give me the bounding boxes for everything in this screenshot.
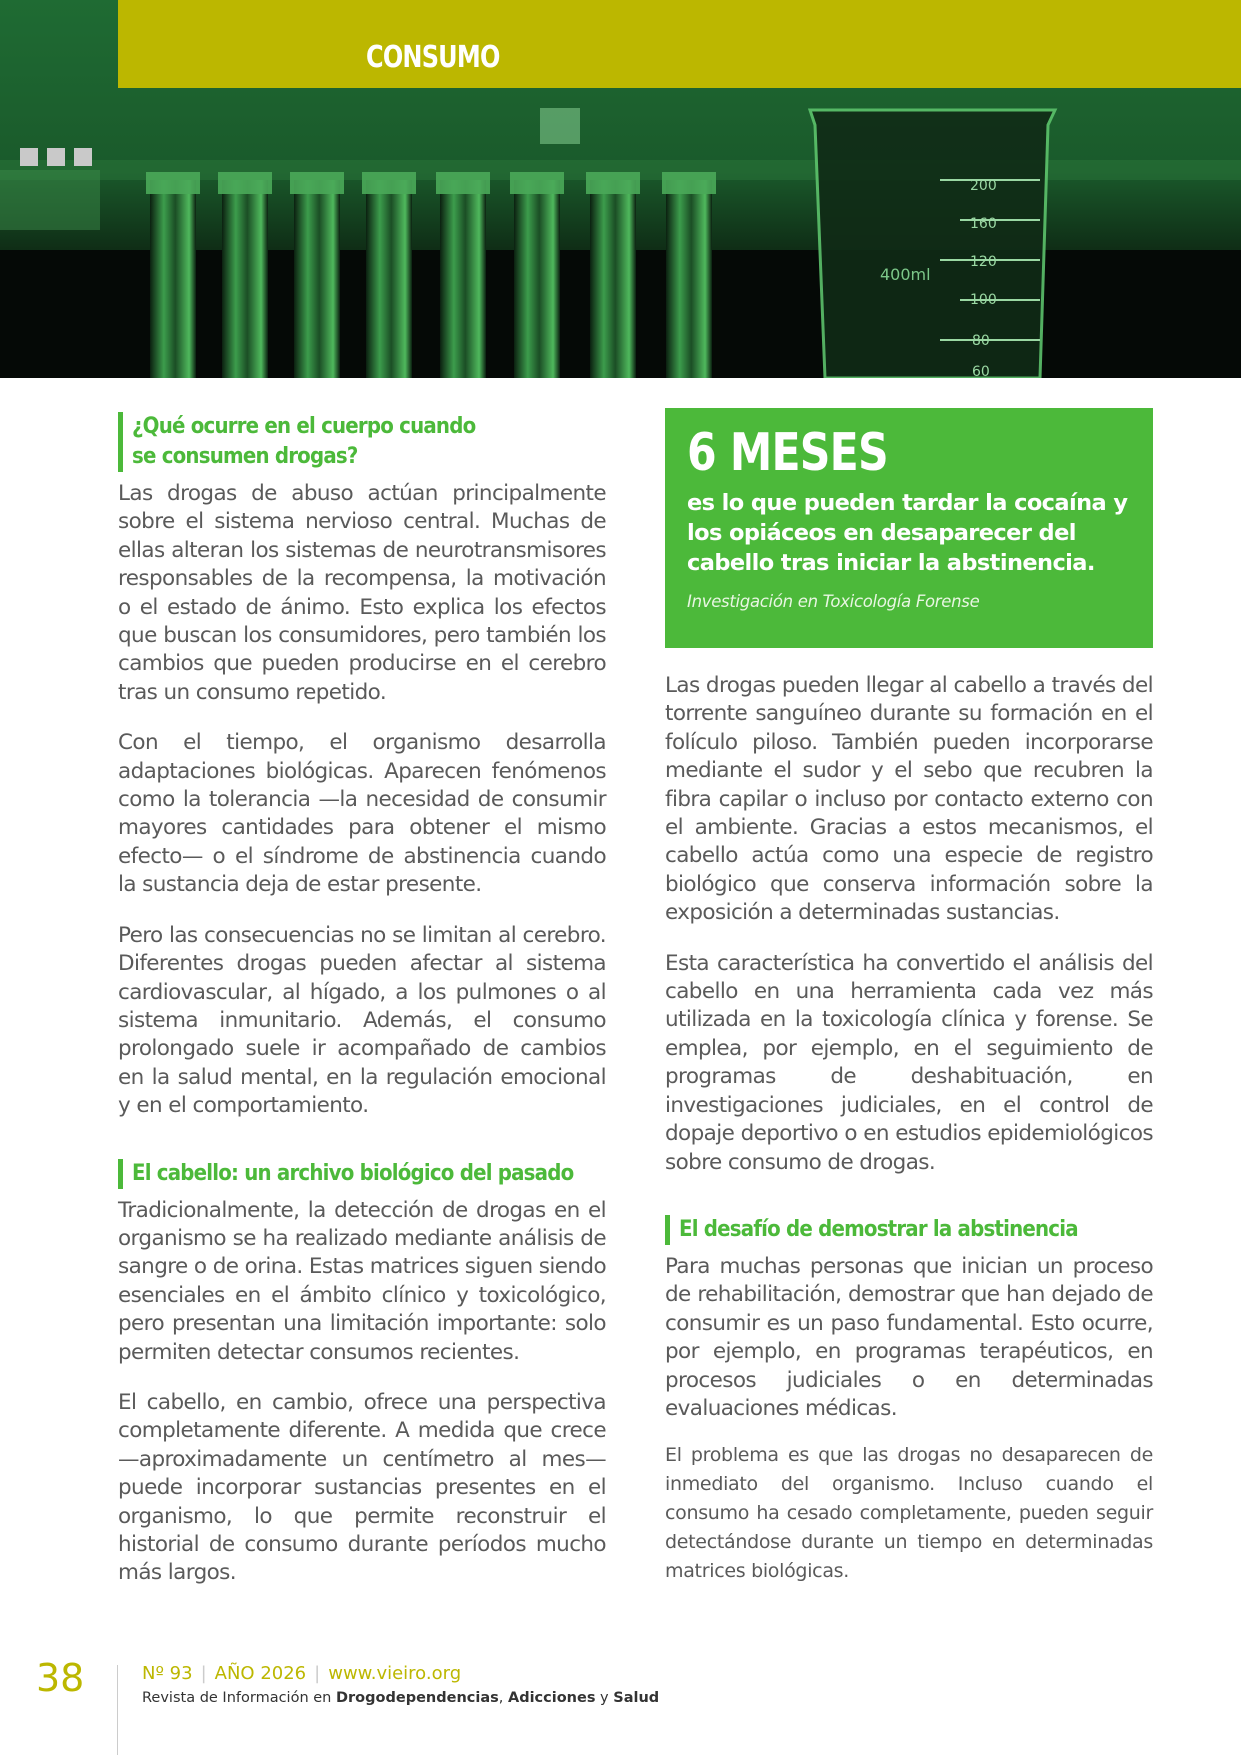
- tagline-text: y: [595, 1690, 614, 1706]
- paragraph: Las drogas de abuso actúan principalmente sobre el sistema nervioso central. Muchas de ellas alteran los sistemas de neurotransmisores responsables de la recompensa, la motivación o el estado de ánimo. Esto explica los efectos que buscan los consumidores, pero también los cambios que pueden producirse en el cerebro tras un consumo repetido.: [118, 481, 606, 705]
- callout-source: Investigación en Toxicología Forense: [687, 592, 980, 611]
- beaker-mark: 120: [970, 254, 997, 270]
- issue-year: AÑO 2026: [214, 1663, 307, 1684]
- stat-callout: [665, 408, 1153, 648]
- section-label: CONSUMO: [366, 40, 500, 75]
- paragraph: Las drogas pueden llegar al cabello a través del torrente sanguíneo durante su formación en el folículo piloso. También pueden incorporarse mediante el sudor y el sebo que recubren la fibra capilar o incluso por contacto externo con el ambiente. Gracias a estos mecanismos, el cabello actúa como una especie de registro biológico que conserva información sobre la exposición a determinadas sustancias.: [665, 673, 1153, 926]
- decorative-squares: [20, 148, 101, 170]
- beaker-mark: 200: [970, 178, 997, 194]
- paragraph: Tradicionalmente, la detección de drogas en el organismo se ha realizado mediante análisis de sangre o de orina. Estas matrices siguen siendo esenciales en el ámbito clínico y toxicológico, pero presentan una limitación importante: solo permiten detectar consumos recientes.: [118, 1197, 606, 1365]
- beaker-volume-label: 400ml: [880, 265, 931, 284]
- tagline-bold: Adicciones: [507, 1690, 596, 1706]
- website-link[interactable]: www.vieiro.org: [328, 1663, 462, 1684]
- paragraph: El cabello, en cambio, ofrece una perspectiva completamente diferente. A medida que crece —aproximadamente un centímetro al mes— puede incorporar sustancias presentes en el organismo, lo que permite reconstruir el historial de consumo durante períodos mucho más largos.: [118, 1389, 606, 1586]
- heading-line: se consumen drogas?: [132, 444, 358, 469]
- beaker-mark: 80: [972, 333, 990, 349]
- tagline-bold: Drogodependencias: [335, 1690, 499, 1706]
- beaker-mark: 60: [972, 364, 990, 378]
- callout-figure: 6 MESES: [687, 423, 888, 483]
- left-column: [118, 412, 606, 1588]
- tagline-bold: Salud: [613, 1690, 660, 1706]
- callout-text: es lo que pueden tardar la cocaína y los opiáceos en desaparecer del cabello tras iniciar la abstinencia.: [687, 490, 1128, 576]
- paragraph: Con el tiempo, el organismo desarrolla adaptaciones biológicas. Aparecen fenómenos como la tolerancia —la necesidad de consumir mayores cantidades para obtener el mismo efecto— o el síndrome de abstinencia cuando la sustancia deja de estar presente.: [118, 730, 606, 898]
- beaker-mark: 100: [970, 292, 997, 308]
- right-column: [665, 672, 1153, 1586]
- tagline-text: ,: [498, 1690, 508, 1706]
- section-heading-abstinence: El desafío de demostrar la abstinencia: [665, 1215, 1153, 1245]
- heading-line: ¿Qué ocurre en el cuerpo cuando: [132, 414, 476, 439]
- paragraph: Esta característica ha convertido el análisis del cabello en una herramienta cada vez más utilizada en la toxicología clínica y forense. Se emplea, por ejemplo, en el seguimiento de programas de deshabituación, en investigaciones judiciales, en el control de dopaje deportivo o en estudios epidemiológicos sobre consumo de drogas.: [665, 950, 1153, 1175]
- paragraph: Para muchas personas que inician un proceso de rehabilitación, demostrar que han dejado de consumir es un paso fundamental. Esto ocurre, por ejemplo, en programas terapéuticos, en procesos judiciales o en determinadas evaluaciones médicas.: [665, 1253, 1153, 1421]
- beaker-mark: 160: [970, 216, 997, 232]
- section-heading-hair-archive: El cabello: un archivo biológico del pasado: [118, 1159, 606, 1189]
- footer-divider: [117, 1665, 118, 1755]
- issue-number: Nº 93: [142, 1663, 193, 1684]
- footer-issue-line: Nº 93 | AÑO 2026 | www.vieiro.org: [142, 1663, 462, 1684]
- beaker: [810, 110, 1055, 378]
- paragraph: Pero las consecuencias no se limitan al cerebro. Diferentes drogas pueden afectar al sistema cardiovascular, al hígado, a los pulmones o al sistema inmunitario. Además, el consumo prolongado suele ir acompañado de cambios en la salud mental, en la regulación emocional y en el comportamiento.: [118, 922, 606, 1119]
- section-bar: [118, 0, 1241, 88]
- tagline-text: Revista de Información en: [142, 1690, 336, 1706]
- footer-tagline: [142, 1690, 659, 1706]
- paragraph: El problema es que las drogas no desaparecen de inmediato del organismo. Incluso cuando el consumo ha cesado completamente, pueden seguir detectándose durante un tiempo en determinadas matrices biológicas.: [665, 1444, 1153, 1583]
- section-heading-body-effects: [118, 412, 606, 472]
- page-number: 38: [36, 1656, 85, 1700]
